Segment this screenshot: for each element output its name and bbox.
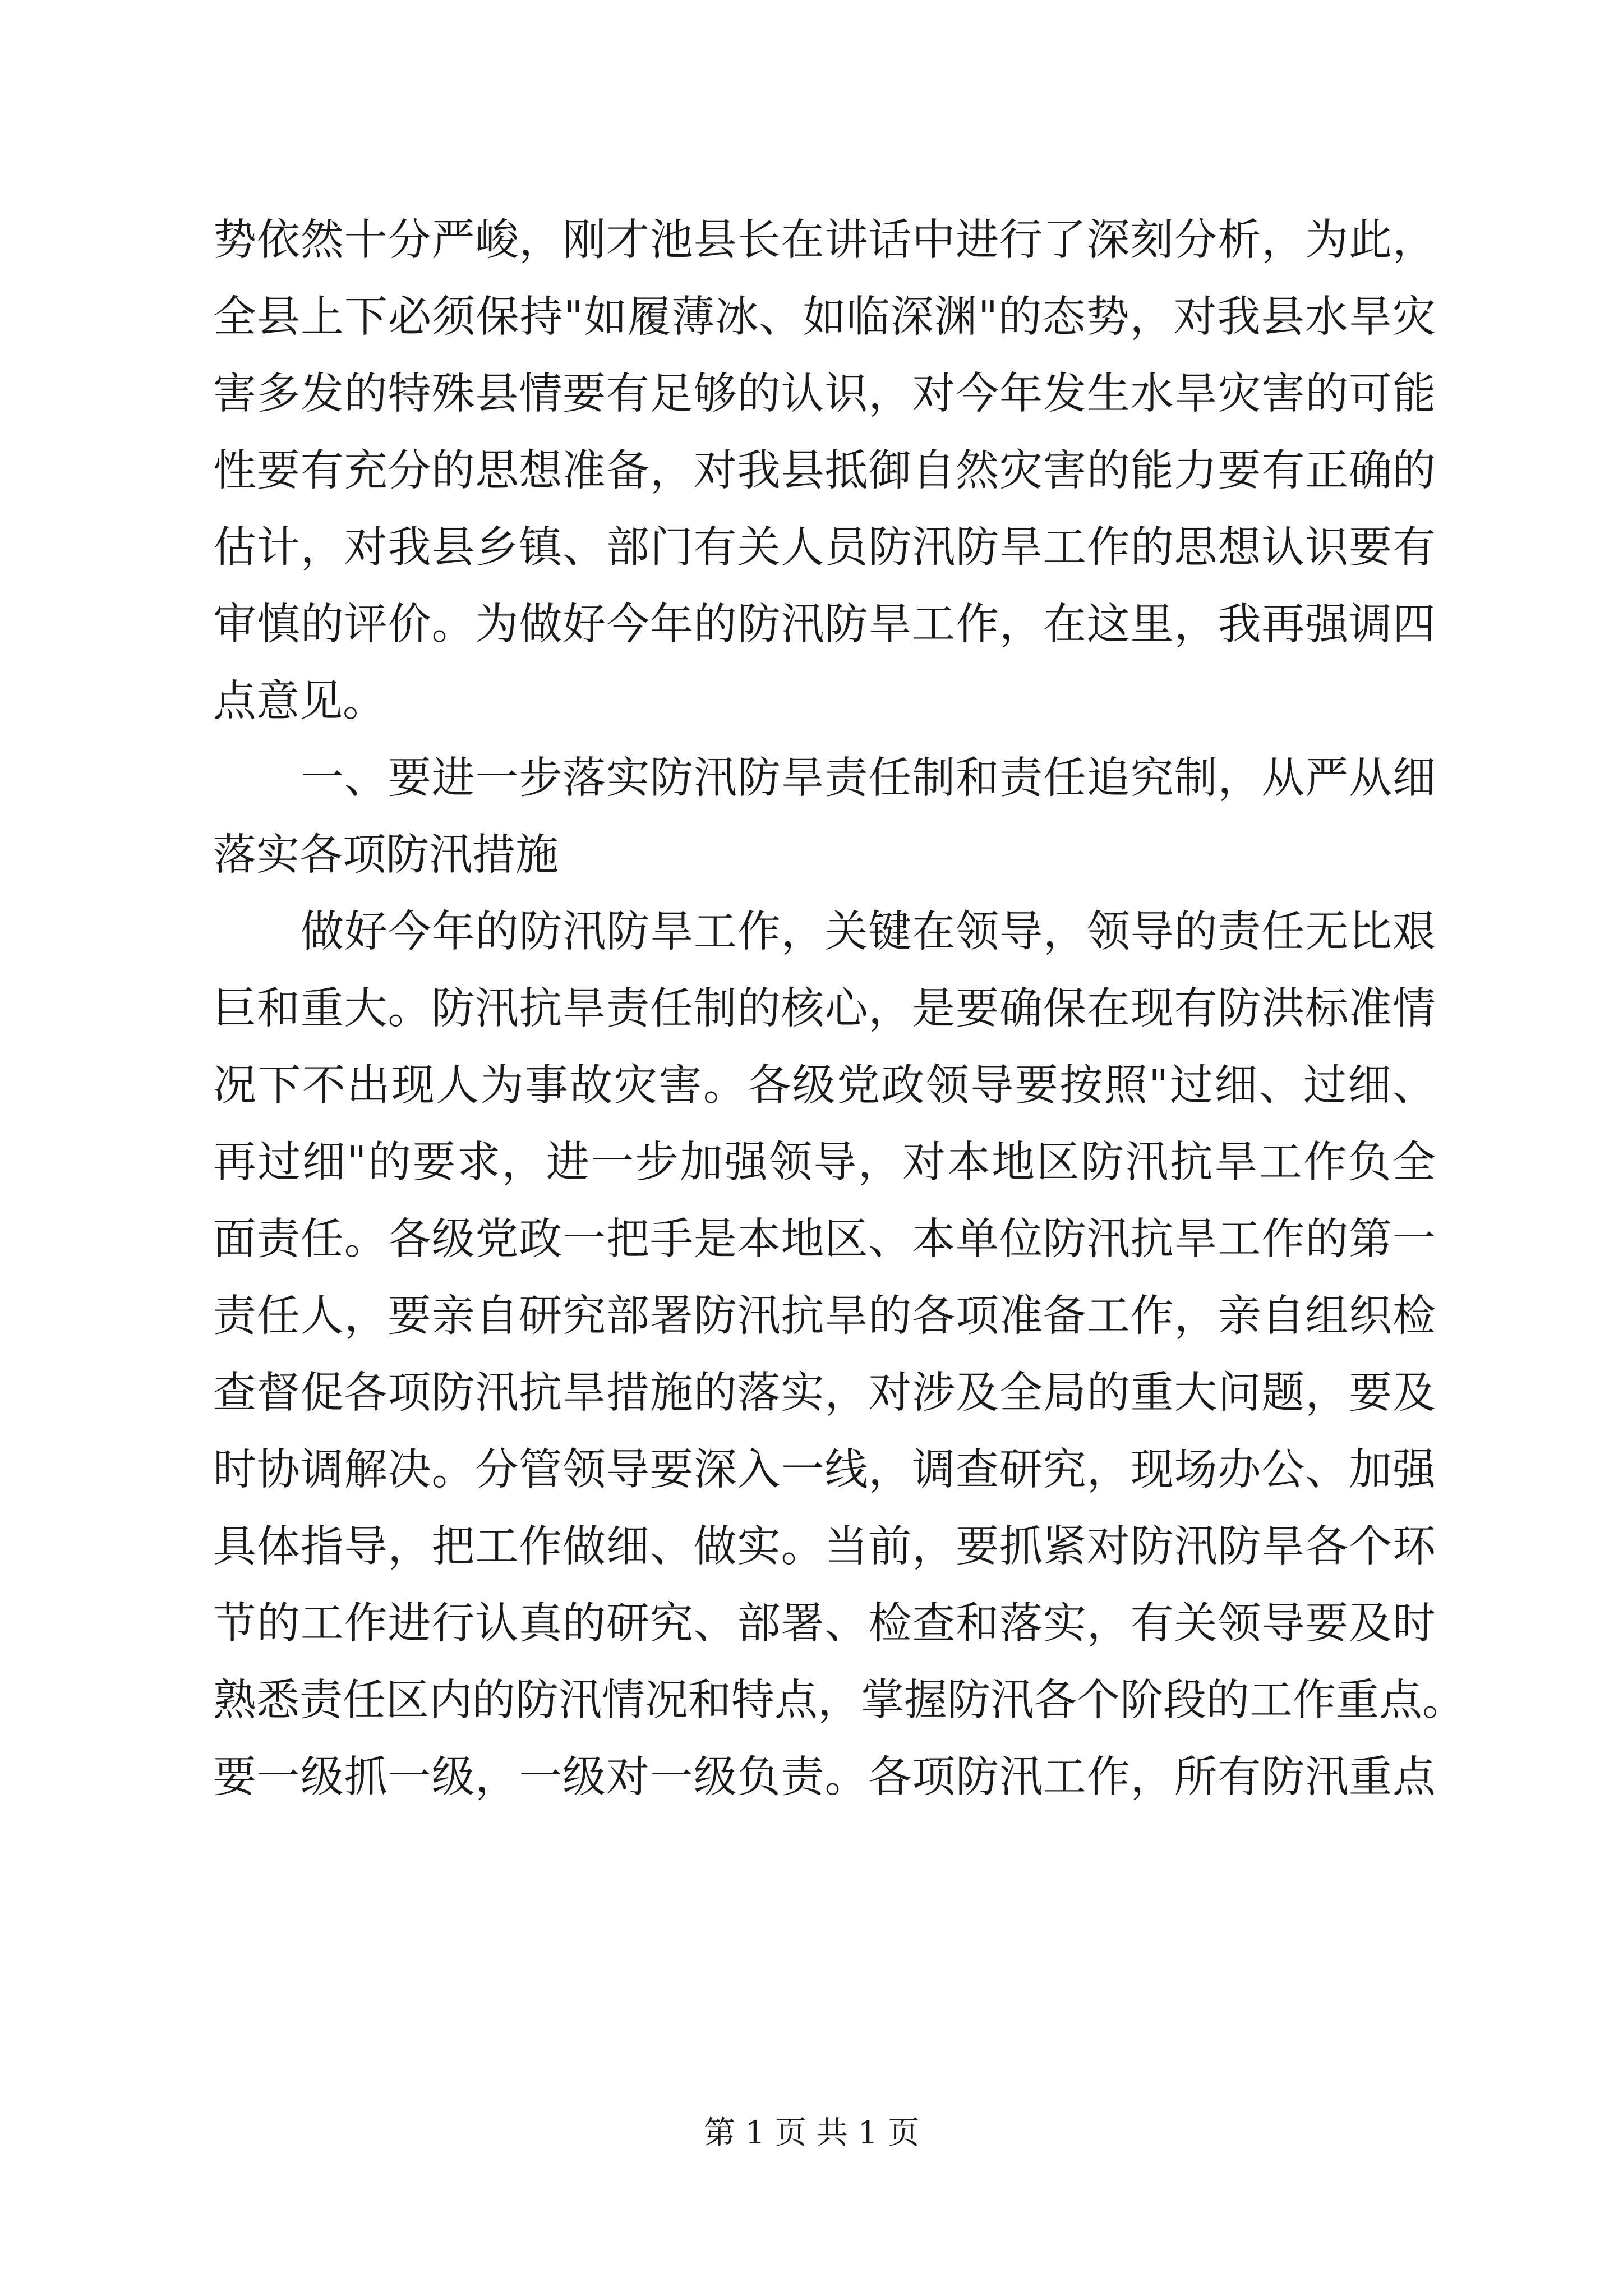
text-line-18: 具体指导，把工作做细、做实。当前，要抓紧对防汛防旱各个环 (213, 1522, 1436, 1572)
text-line-1: 势依然十分严峻，刚才池县长在讲话中进行了深刻分析，为此， (213, 215, 1436, 265)
section-heading-line-1: 一、要进一步落实防汛防旱责任制和责任追究制，从严从细 (301, 753, 1436, 803)
text-line-17: 时协调解决。分管领导要深入一线，调查研究，现场办公、加强 (213, 1445, 1436, 1495)
text-line-2: 全县上下必须保持"如履薄冰、如临深渊"的态势，对我县水旱灾 (213, 292, 1436, 342)
text-line-4: 性要有充分的思想准备，对我县抵御自然灾害的能力要有正确的 (213, 446, 1436, 496)
text-line-11: 巨和重大。防汛抗旱责任制的核心，是要确保在现有防洪标准情 (213, 984, 1436, 1034)
text-line-10: 做好今年的防汛防旱工作，关键在领导，领导的责任无比艰 (301, 907, 1436, 957)
text-line-13: 再过细"的要求，进一步加强领导，对本地区防汛抗旱工作负全 (213, 1138, 1436, 1188)
text-line-15: 责任人，要亲自研究部署防汛抗旱的各项准备工作，亲自组织检 (213, 1291, 1436, 1341)
text-line-21: 要一级抓一级，一级对一级负责。各项防汛工作，所有防汛重点 (213, 1752, 1436, 1802)
text-line-6: 审慎的评价。为做好今年的防汛防旱工作，在这里，我再强调四 (213, 600, 1436, 650)
text-line-14: 面责任。各级党政一把手是本地区、本单位防汛抗旱工作的第一 (213, 1214, 1436, 1264)
text-line-3: 害多发的特殊县情要有足够的认识，对今年发生水旱灾害的可能 (213, 369, 1436, 419)
text-line-19: 节的工作进行认真的研究、部署、检查和落实，有关领导要及时 (213, 1599, 1436, 1649)
section-heading-line-2: 落实各项防汛措施 (213, 830, 559, 880)
text-line-12: 况下不出现人为事故灾害。各级党政领导要按照"过细、过细、 (213, 1061, 1436, 1111)
text-line-16: 查督促各项防汛抗旱措施的落实，对涉及全局的重大问题，要及 (213, 1368, 1436, 1418)
text-line-20: 熟悉责任区内的防汛情况和特点，掌握防汛各个阶段的工作重点。 (213, 1676, 1465, 1726)
text-line-5: 估计，对我县乡镇、部门有关人员防汛防旱工作的思想认识要有 (213, 523, 1436, 573)
page-footer: 第 1 页 共 1 页 (703, 2115, 920, 2151)
text-line-7: 点意见。 (213, 677, 386, 726)
